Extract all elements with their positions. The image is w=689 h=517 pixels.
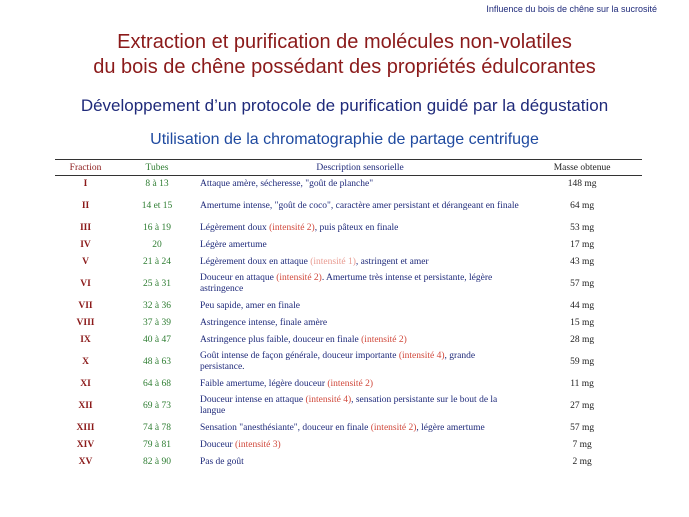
fraction-cell: I — [83, 179, 88, 190]
table-header-row — [55, 160, 642, 176]
intensity-note: (intensité 2) — [276, 273, 322, 283]
tubes-cell: 64 à 68 — [143, 379, 171, 389]
description-cell — [198, 220, 522, 237]
masse-cell: 59 mg — [570, 357, 595, 367]
description-cell — [198, 332, 522, 349]
description-cell — [198, 254, 522, 271]
description-text: , grande persistance. — [199, 351, 476, 372]
table-row — [55, 332, 642, 349]
description-text: Sensation "anesthésiante", douceur en finale — [199, 422, 371, 433]
tubes-cell: 16 à 19 — [143, 223, 171, 233]
table-row — [55, 271, 642, 298]
tubes-cell: 21 à 24 — [143, 257, 171, 267]
fraction-cell: II — [81, 201, 90, 211]
masse-cell: 64 mg — [570, 201, 595, 211]
masse-cell: 2 mg — [572, 457, 592, 467]
masse-cell: 17 mg — [570, 240, 595, 250]
intensity-note: (intensité 4) — [398, 351, 445, 361]
tubes-cell: 40 à 47 — [143, 335, 171, 345]
description-text: Douceur intense en attaque — [199, 395, 306, 405]
column-header-masse: Masse obtenue — [522, 160, 642, 176]
slide-subtitle: Développement d’un protocole de purification guidé par la dégustation — [80, 96, 609, 115]
intensity-note: (intensité 1) — [310, 256, 356, 267]
tubes-cell: 20 — [152, 240, 162, 250]
description-cell — [198, 237, 522, 254]
header-note: Influence du bois de chêne sur la sucrosité — [486, 4, 657, 14]
masse-cell: 43 mg — [570, 257, 595, 267]
tubes-cell: 69 à 73 — [143, 401, 171, 411]
fraction-cell: XIII — [76, 423, 95, 433]
description-cell — [198, 437, 522, 454]
table-row — [55, 237, 642, 254]
table-row — [55, 176, 642, 193]
slide-title-line2: du bois de chêne possédant des propriétés édulcorantes — [93, 56, 596, 78]
fraction-cell: XV — [78, 457, 93, 467]
fraction-cell: III — [79, 223, 92, 233]
tubes-cell: 25 à 31 — [143, 279, 171, 289]
fractions-table — [55, 159, 642, 471]
masse-cell: 53 mg — [570, 223, 595, 233]
table-body — [55, 176, 642, 471]
slide-title-line1: Extraction et purification de molécules non-volatiles — [117, 31, 572, 53]
table-row — [55, 420, 642, 437]
masse-cell: 57 mg — [570, 423, 595, 433]
table-row — [55, 254, 642, 271]
fraction-cell: VI — [80, 279, 91, 289]
fraction-cell: XIV — [76, 440, 95, 450]
table-row — [55, 220, 642, 237]
tubes-cell: 37 à 39 — [143, 318, 171, 328]
masse-cell: 11 mg — [570, 379, 594, 389]
description-text: Astringence plus faible, douceur en finale — [199, 334, 362, 345]
description-text: , légère amertume — [416, 422, 485, 433]
description-cell — [198, 271, 522, 298]
description-cell — [198, 420, 522, 437]
tubes-cell: 14 et 15 — [141, 201, 173, 211]
description-text: Goût intense de façon générale, douceur importante — [199, 351, 399, 361]
intensity-note: (intensité 3) — [235, 439, 281, 450]
table-row — [55, 349, 642, 376]
table-row — [55, 193, 642, 220]
description-text: , puis pâteux en finale — [314, 222, 399, 233]
description-cell — [198, 349, 522, 376]
description-text: Légère amertume — [199, 239, 267, 250]
masse-cell: 27 mg — [570, 401, 595, 411]
description-text: Pas de goût — [199, 456, 244, 467]
intensity-note: (intensité 2) — [327, 378, 373, 389]
table-row — [55, 393, 642, 420]
description-text: Douceur en attaque — [199, 273, 277, 283]
intensity-note: (intensité 2) — [361, 334, 407, 345]
tubes-cell: 48 à 63 — [143, 357, 171, 367]
description-text: , astringent et amer — [355, 256, 429, 267]
description-cell — [198, 193, 522, 220]
tubes-cell: 8 à 13 — [145, 179, 169, 190]
tubes-cell: 74 à 78 — [143, 423, 171, 433]
fraction-cell: X — [82, 357, 89, 367]
description-cell — [198, 376, 522, 393]
description-text: , sensation persistante sur le bout de la langue — [199, 395, 498, 416]
fraction-cell: XI — [80, 379, 91, 389]
description-text: Légèrement doux en attaque — [199, 256, 311, 267]
intensity-note: (intensité 2) — [370, 422, 417, 433]
table-row — [55, 315, 642, 332]
column-header-description: Description sensorielle — [198, 160, 522, 176]
tubes-cell: 79 à 81 — [143, 440, 171, 450]
table-row — [55, 298, 642, 315]
masse-cell: 28 mg — [570, 335, 595, 345]
description-text: Astringence intense, finale amère — [199, 317, 328, 328]
masse-cell: 44 mg — [570, 301, 595, 311]
fraction-cell: VIII — [76, 318, 95, 328]
description-text: Douceur — [199, 439, 236, 450]
fraction-cell: VII — [78, 301, 93, 311]
description-text: Attaque amère, sécheresse, "goût de planche" — [199, 178, 374, 189]
table-row — [55, 437, 642, 454]
fraction-cell: IX — [80, 335, 91, 345]
description-text: Peu sapide, amer en finale — [199, 300, 300, 311]
masse-cell: 148 mg — [567, 179, 597, 190]
fraction-cell: V — [82, 257, 89, 267]
tubes-cell: 32 à 36 — [143, 301, 171, 311]
tubes-cell: 82 à 90 — [143, 457, 171, 467]
table-row — [55, 454, 642, 471]
description-cell — [198, 176, 522, 193]
slide-subtitle-secondary: Utilisation de la chromatographie de partage centrifuge — [150, 131, 539, 148]
description-cell — [198, 315, 522, 332]
fraction-cell: IV — [80, 240, 91, 250]
intensity-note: (intensité 4) — [305, 395, 352, 405]
masse-cell: 15 mg — [570, 318, 595, 328]
masse-cell: 7 mg — [572, 440, 592, 450]
description-cell — [198, 298, 522, 315]
description-text: Amertume intense, "goût de coco", caractère amer persistant et dérangeant en finale — [199, 200, 519, 211]
description-text: Légèrement doux — [199, 222, 270, 233]
table-row — [55, 376, 642, 393]
column-header-tubes: Tubes — [116, 160, 198, 176]
description-text: Faible amertume, légère douceur — [199, 378, 328, 389]
column-header-fraction: Fraction — [55, 160, 116, 176]
description-text: . Amertume très intense et persistante, légère astringence — [199, 273, 493, 294]
fraction-cell: XII — [78, 401, 93, 411]
description-cell — [198, 393, 522, 420]
description-cell — [198, 454, 522, 471]
masse-cell: 57 mg — [570, 279, 595, 289]
intensity-note: (intensité 2) — [269, 222, 315, 233]
table-header — [55, 160, 642, 176]
slide-title — [0, 30, 689, 80]
